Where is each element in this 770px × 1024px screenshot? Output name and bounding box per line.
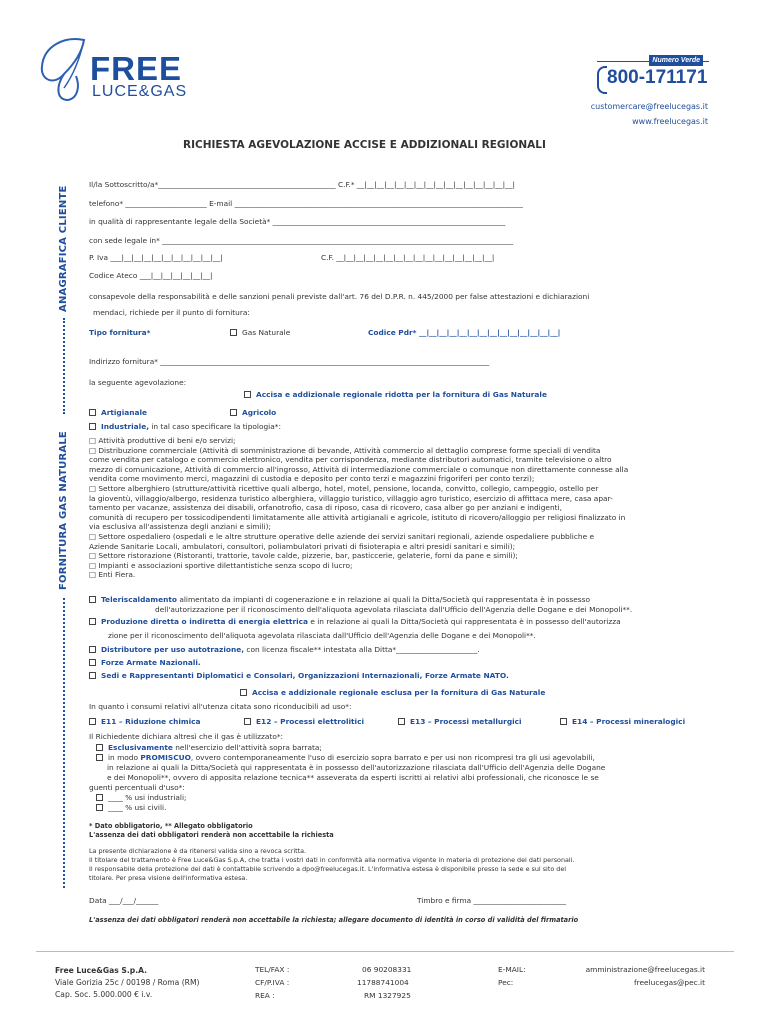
promiscuo-text-2: in relazione ai quali la Ditta/Società qui rappresentata è in possesso dell'autorizzazione rilasciata dall'Ufficio dell'Agenzia delle Dogane — [107, 763, 606, 772]
list-item[interactable]: □ Impianti e associazioni sportive dilettantistiche senza scopo di lucro; — [89, 560, 353, 570]
final-note: L'assenza dei dati obbligatori renderà non accettabile la richiesta; allegare documento di identità in corso di validità del firmatario — [89, 916, 579, 924]
promiscuo-text-3: e dei Monopoli**, ovvero di apposita relazione tecnica** asseverata da esperti iscritti ai relativi albi professionali, che riconosce le se — [107, 773, 599, 782]
pct-industriali[interactable]: ____ % usi industriali; — [96, 793, 187, 803]
side-dots-2 — [63, 598, 65, 888]
checkbox[interactable] — [244, 391, 251, 398]
checkbox[interactable] — [96, 754, 103, 761]
tipo-fornitura-label: Tipo fornitura* — [89, 328, 151, 337]
option-promiscuo[interactable]: in modo PROMISCUO, ovvero contemporaneamente l'uso di esercizio sopra barrato e per usi non ricompresi tra gli usi agevolabili, — [96, 753, 595, 763]
footer-rea: RM 1327925 — [364, 991, 411, 1000]
field-piva[interactable]: P. Iva ___|__|__|__|__|__|__|__|__|__|__| — [89, 253, 223, 262]
teleriscaldamento-text: dell'autorizzazione per il riconoscimento dell'aliquota agevolata rilasciata dall'Ufficio dell'Agenzia delle Dogane e dei Monopoli**. — [155, 605, 633, 614]
footer-email-label: E-MAIL: — [498, 965, 526, 974]
footer-capital: Cap. Soc. 5.000.000 € i.v. — [55, 990, 153, 999]
field-telefono-email[interactable]: telefono* ______________________ E-mail ______________________________________________________________________________ — [89, 199, 523, 208]
promiscuo-text-4: guenti percentuali d'uso*: — [89, 783, 185, 792]
checkbox[interactable] — [89, 718, 96, 725]
list-item[interactable]: □ Attività produttive di beni e/o servizi; — [89, 436, 236, 445]
in-quanto-text: In quanto i consumi relativi all'utenza citata sono riconducibili ad uso*: — [89, 702, 352, 711]
brand-logo — [34, 34, 194, 104]
checkbox[interactable] — [230, 409, 237, 416]
footer-cf-label: CF/P.IVA : — [255, 978, 290, 987]
checkbox[interactable] — [89, 409, 96, 416]
option-agricolo[interactable]: Agricolo — [230, 408, 276, 418]
field-cf[interactable]: C.F. __|__|__|__|__|__|__|__|__|__|__|__|__|__|__|__| — [321, 253, 495, 262]
footer-address: Viale Gorizia 25c / 00198 / Roma (RM) — [55, 978, 200, 987]
footer-rea-label: REA : — [255, 991, 275, 1000]
option-accisa-ridotta[interactable]: Accisa e addizionale regionale ridotta per la fornitura di Gas Naturale — [244, 390, 547, 400]
option-autotrazione[interactable]: Distributore per uso autotrazione, con licenza fiscale** intestata alla Ditta*______________________. — [89, 645, 480, 655]
checkbox[interactable] — [89, 646, 96, 653]
industriale-list — [89, 436, 628, 580]
numero-verde-label: Numero Verde — [649, 55, 703, 66]
list-item: come vendita per catalogo e commercio elettronico, vendita per corrispondenza, mediante distributori automatici, tramite televisione o altro — [89, 455, 612, 465]
dichiara-text: Il Richiedente dichiara altresì che il gas è utilizzato*: — [89, 732, 284, 741]
list-item[interactable]: □ Enti Fiera. — [89, 570, 136, 580]
side-dots-1 — [63, 318, 65, 414]
pct-civili[interactable]: ____ % usi civili. — [96, 803, 166, 813]
list-item: tamento per vacanze, assistenza dei disabili, orfanotrofio, casa di riposo, casa di ricovero, casa alber go per anziani e indigenti, — [89, 503, 562, 513]
checkbox[interactable] — [89, 672, 96, 679]
note-obbligatorio: * Dato obbligatorio, ** Allegato obbligatorio — [89, 822, 253, 830]
list-item: Aziende Sanitarie Locali, ambulatori, consultori, poliambulatori privati di fisioterapia e altri presidi sanitari e simili); — [89, 541, 516, 551]
indirizzo-fornitura-field[interactable]: Indirizzo fornitura* _________________________________________________________________________________________ — [89, 357, 490, 366]
option-sedi-diplomatiche[interactable]: Sedi e Rappresentanti Diplomatici e Consolari, Organizzazioni Internazionali, Forze Armate NATO. — [89, 671, 509, 681]
field-sede-legale[interactable]: con sede legale in* _______________________________________________________________________________________________ — [89, 236, 514, 245]
option-produzione-energia[interactable]: Produzione diretta o indiretta di energia elettrica e in relazione ai quali la Ditta/Società qui rappresentata è in possesso dell'autorizza — [89, 617, 621, 627]
list-item[interactable]: □ Settore alberghiero (strutture/attività ricettive quali albergo, hotel, motel, pensione, locanda, convitto, collegio, campeggio, ostello per — [89, 483, 599, 493]
checkbox[interactable] — [96, 794, 103, 801]
footer-email[interactable]: amministrazione@freelucegas.it — [585, 965, 705, 974]
list-item: la gioventù, villaggio/albergo, residenza turistico alberghiera, villaggio turistico, villaggio agro turistico, esercizio di affittaca mere, casa apar- — [89, 493, 613, 503]
checkbox[interactable] — [240, 689, 247, 696]
privacy-p2: Il titolare del trattamento è Free Luce&Gas S.p.A, che tratta i vostri dati in conformità alla normativa vigente in materia di protezione dei dati personali. — [89, 856, 575, 864]
list-item[interactable]: □ Settore ristorazione (Ristoranti, trattorie, tavole calde, pizzerie, bar, pasticcerie, gelaterie, forni da pane e simili); — [89, 551, 518, 561]
option-accisa-esclusa[interactable]: Accisa e addizionale regionale esclusa per la fornitura di Gas Naturale — [240, 688, 545, 698]
field-rappresentante[interactable]: in qualità di rappresentante legale della Società* _______________________________________________________________ — [89, 217, 506, 226]
checkbox[interactable] — [89, 423, 96, 430]
customercare-email[interactable]: customercare@freelucegas.it — [590, 102, 708, 111]
option-esclusivamente[interactable]: Esclusivamente nell'esercizio dell'attività sopra barrata; — [96, 743, 322, 753]
checkbox[interactable] — [89, 659, 96, 666]
checkbox[interactable] — [96, 804, 103, 811]
codice-pdr-field[interactable]: Codice Pdr* __|__|__|__|__|__|__|__|__|__|__|__|__|__| — [368, 328, 561, 337]
list-item: via esclusiva all'assistenza degli anziani e simili); — [89, 522, 272, 532]
list-item: vendita come movimento merci, magazzini di custodia e deposito per conto terzi e magazzini frigoriferi per conto terzi); — [89, 474, 535, 484]
footer-tel-label: TEL/FAX : — [255, 965, 290, 974]
option-industriale[interactable]: Industriale, in tal caso specificare la tipologia*: — [89, 422, 281, 432]
checkbox[interactable] — [244, 718, 251, 725]
privacy-p1: La presente dichiarazione è da ritenersi valida sino a revoca scritta. — [89, 847, 307, 855]
footer-divider — [36, 951, 734, 952]
field-codice-ateco[interactable]: Codice Ateco ___|__|__|__|__|__|__| — [89, 271, 213, 280]
list-item[interactable]: □ Distribuzione commerciale (Attività di somministrazione di bevande, Attività commercio al dettaglio comprese forme speciali di vendita — [89, 445, 601, 455]
privacy-p4: titolare. Per presa visione dell'informativa estesa. — [89, 874, 248, 882]
checkbox[interactable] — [398, 718, 405, 725]
timbro-firma-field[interactable]: Timbro e firma _________________________ — [417, 896, 566, 905]
checkbox[interactable] — [89, 596, 96, 603]
list-item: mezzo di comunicazione, Attività di commercio all'ingrosso, Attività di intermediazione commerciale o comunque non direttamente connesse alla — [89, 464, 629, 474]
option-e14[interactable]: E14 – Processi mineralogici — [560, 717, 685, 727]
data-field[interactable]: Data ___/___/______ — [89, 896, 159, 905]
phone-icon — [597, 66, 607, 94]
option-e11[interactable]: E11 – Riduzione chimica — [89, 717, 201, 727]
seguente-agevolazione: la seguente agevolazione: — [89, 378, 187, 387]
checkbox[interactable] — [560, 718, 567, 725]
checkbox[interactable] — [230, 329, 237, 336]
footer-pec[interactable]: freelucegas@pec.it — [634, 978, 705, 987]
checkbox[interactable] — [96, 744, 103, 751]
butterfly-icon — [34, 34, 94, 104]
footer-tel: 06 90208331 — [362, 965, 412, 974]
numero-verde-number: 800-171171 — [607, 67, 708, 88]
brand-sub: LUCE&GAS — [92, 83, 188, 100]
page-title: RICHIESTA AGEVOLAZIONE ACCISE E ADDIZIONALI REGIONALI — [183, 139, 546, 151]
footer-pec-label: Pec: — [498, 978, 514, 987]
list-item[interactable]: □ Settore ospedaliero (ospedali e le altre strutture operative delle aziende dei servizi sanitari regionali, aziende ospedaliere pubbliche e — [89, 531, 595, 541]
gas-naturale-option[interactable]: Gas Naturale — [230, 328, 290, 338]
brand-name: FREE — [90, 50, 183, 87]
option-e13[interactable]: E13 – Processi metallurgici — [398, 717, 522, 727]
option-teleriscaldamento[interactable]: Teleriscaldamento alimentato da impianti di cogenerazione e in relazione ai quali la Ditta/Società qui rappresentata è in possesso — [89, 595, 590, 605]
option-e12[interactable]: E12 – Processi elettrolitici — [244, 717, 364, 727]
footer-cf: 11788741004 — [357, 978, 409, 987]
list-item: comunità di recupero per tossicodipendenti limitatamente alle attività artigianali e agricole, istituto di ricovero/alloggio per religiosi finalizzato in — [89, 512, 626, 522]
field-sottoscritto[interactable]: Il/la Sottoscritto/a*________________________________________________ C.F.* __|__|__|__|__|__|__|__|__|__|__|__|__|__|__|__| — [89, 180, 516, 189]
consapevole-text: consapevole della responsabilità e delle sanzioni penali previste dall'art. 76 del D.P.R. n. 445/2000 per false attestazioni e dichiarazioni — [89, 292, 590, 301]
consapevole-text-2: mendaci, richiede per il punto di fornitura: — [93, 308, 250, 317]
option-forze-armate[interactable]: Forze Armate Nazionali. — [89, 658, 201, 668]
option-artigianale[interactable]: Artigianale — [89, 408, 147, 418]
privacy-p3: Il responsabile della protezione dei dati è contattabile scrivendo a dpo@freelucegas.it. L'informativa estesa è disponibile presso la sede e sul sito del — [89, 865, 567, 873]
produzione-text: zione per il riconoscimento dell'aliquota agevolata rilasciata dall'Ufficio dell'Agenzia delle Dogane e dei Monopoli**. — [108, 631, 536, 640]
checkbox[interactable] — [89, 618, 96, 625]
numero-verde — [597, 54, 709, 94]
note-assenza: L'assenza dei dati obbligatori renderà non accettabile la richiesta — [89, 831, 334, 839]
website-link[interactable]: www.freelucegas.it — [632, 117, 708, 126]
footer-company: Free Luce&Gas S.p.A. — [55, 966, 148, 975]
side-label-fornitura: FORNITURA GAS NATURALE — [58, 431, 69, 590]
side-label-anagrafica: ANAGRAFICA CLIENTE — [58, 185, 69, 312]
